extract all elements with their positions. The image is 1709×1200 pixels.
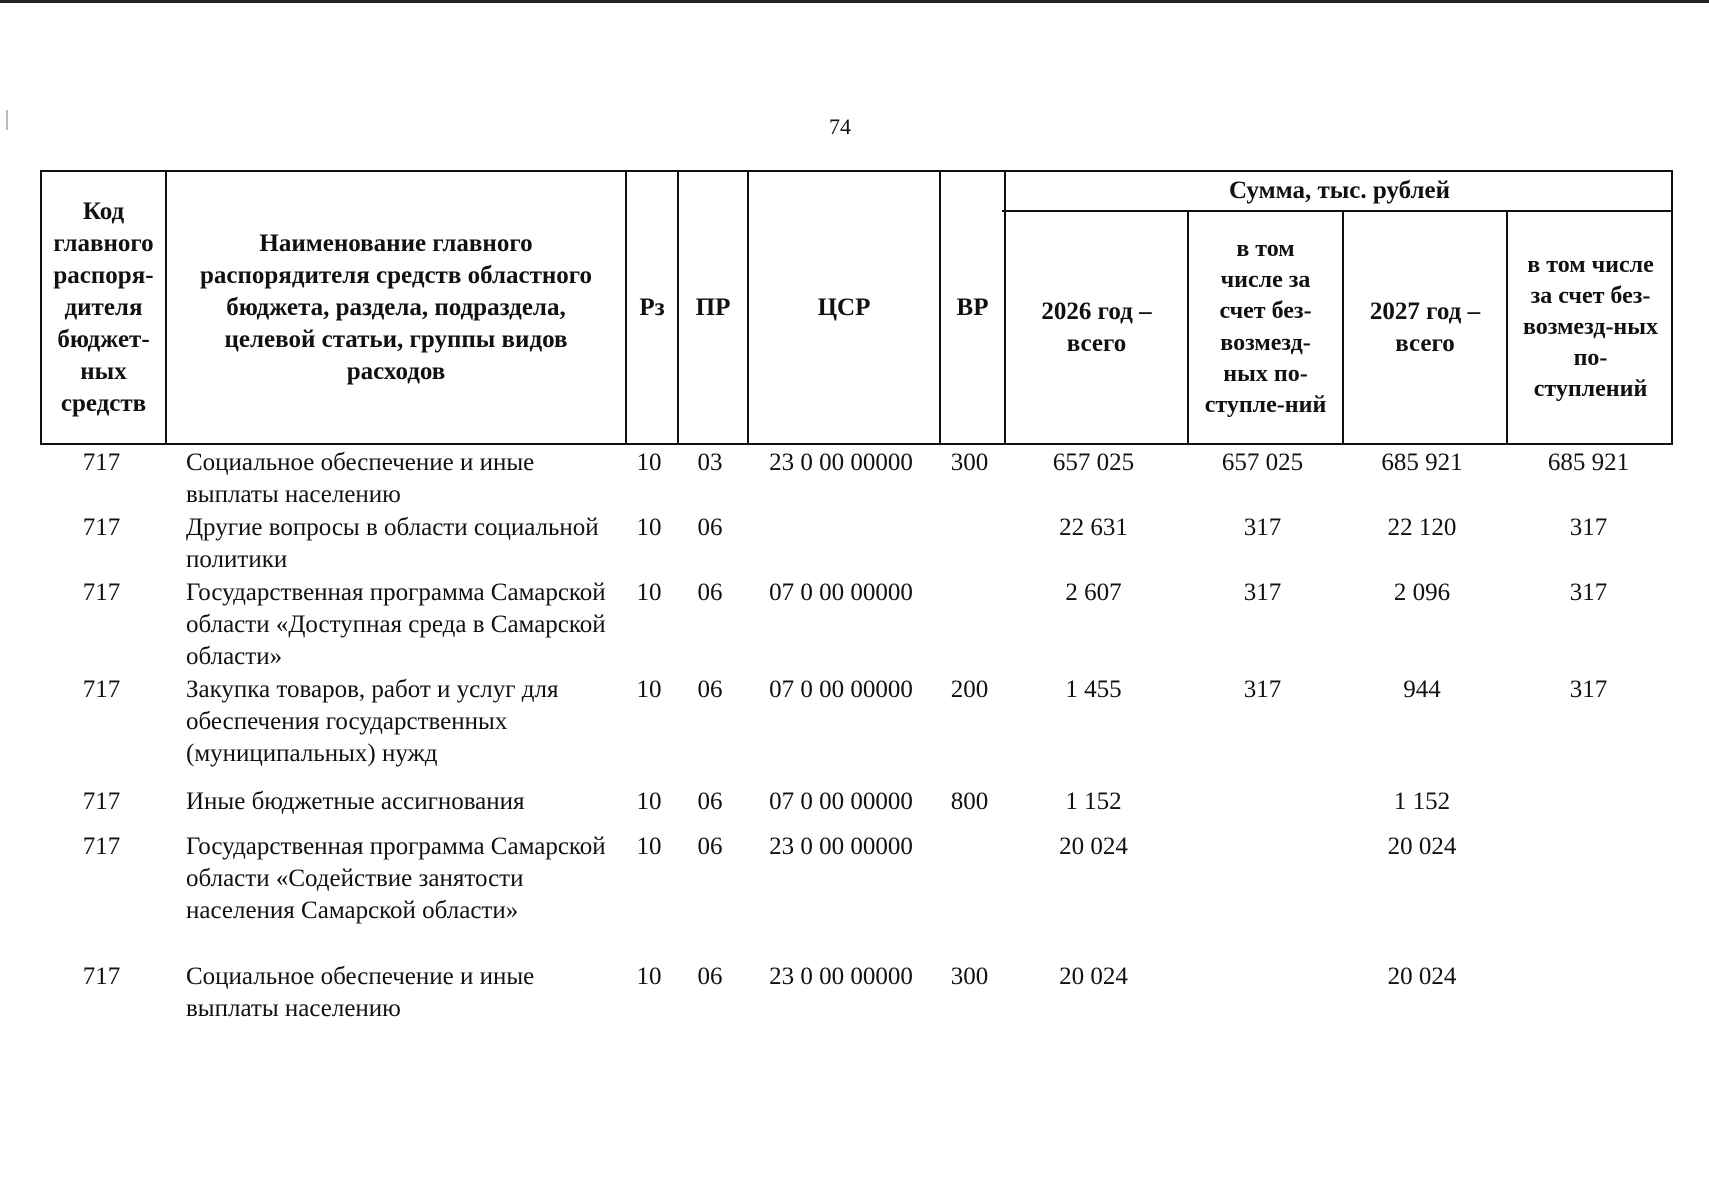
header-sum: Сумма, тыс. рублей (1228, 177, 1451, 204)
cell-rz: 10 (636, 514, 662, 541)
cell-code: 717 (82, 833, 121, 860)
cell-y2026: 657 025 (1052, 449, 1135, 476)
cell-y2026-free: 657 025 (1221, 449, 1304, 476)
page-number: 74 (829, 114, 851, 139)
cell-name: Государственная программа Самарской области «Содействие занятости населения Самарской области» (186, 833, 606, 924)
header-pr: ПР (695, 293, 731, 321)
cell-pr: 06 (697, 788, 723, 815)
cell-code: 717 (82, 449, 121, 476)
cell-vr: 800 (950, 788, 989, 815)
cell-name: Социальное обеспечение и иные выплаты населению (186, 963, 535, 1022)
cell-rz: 10 (636, 788, 662, 815)
cell-code: 717 (82, 788, 121, 815)
cell-name: Социальное обеспечение и иные выплаты населению (186, 449, 535, 508)
cell-y2026: 1 455 (1065, 676, 1122, 703)
cell-rz: 10 (636, 676, 662, 703)
cell-y2026-free: 317 (1243, 514, 1282, 541)
cell-vr: 300 (950, 963, 989, 990)
cell-y2026: 22 631 (1059, 514, 1128, 541)
cell-y2027-free: 317 (1569, 579, 1608, 606)
cell-code: 717 (82, 963, 121, 990)
cell-vr: 300 (950, 449, 989, 476)
cell-y2026-free: 317 (1243, 676, 1282, 703)
cell-y2027-free: 317 (1569, 676, 1608, 703)
cell-y2027-free: 685 921 (1547, 449, 1630, 476)
cell-y2027: 22 120 (1387, 514, 1457, 541)
cell-y2026: 20 024 (1059, 963, 1128, 990)
cell-name: Государственная программа Самарской области «Доступная среда в Самарской области» (186, 579, 606, 670)
header-rz: Рз (639, 293, 665, 321)
cell-csr: 07 0 00 00000 (769, 788, 913, 815)
cell-y2027: 685 921 (1381, 449, 1463, 476)
cell-y2027: 20 024 (1387, 963, 1457, 990)
cell-rz: 10 (636, 963, 662, 990)
cell-y2026: 1 152 (1065, 788, 1122, 815)
header-y2027: 2027 год – всего (1369, 297, 1481, 357)
cell-y2026: 2 607 (1065, 579, 1122, 606)
cell-y2027: 2 096 (1393, 579, 1451, 606)
cell-pr: 06 (697, 833, 723, 860)
cell-pr: 06 (697, 676, 723, 703)
cell-pr: 06 (697, 579, 723, 606)
cell-code: 717 (82, 514, 121, 541)
cell-rz: 10 (636, 449, 662, 476)
cell-code: 717 (82, 579, 121, 606)
cell-csr: 23 0 00 00000 (769, 449, 913, 476)
cell-csr: 07 0 00 00000 (769, 676, 913, 703)
cell-rz: 10 (636, 833, 662, 860)
header-code: Код главного распоря-дителя бюджет-ных средств (53, 197, 154, 417)
cell-rz: 10 (636, 579, 662, 606)
header-vr: ВР (956, 293, 989, 321)
cell-pr: 03 (697, 449, 723, 476)
cell-name: Иные бюджетные ассигнования (186, 788, 525, 815)
cell-csr: 23 0 00 00000 (769, 963, 913, 990)
header-y2026-free: в том числе за счет без-возмезд-ных по-ступле-ний (1204, 235, 1327, 418)
cell-name: Закупка товаров, работ и услуг для обеспечения государственных (муниципальных) нужд (186, 676, 559, 767)
header-y2026: 2026 год – всего (1041, 297, 1152, 357)
cell-name: Другие вопросы в области социальной политики (186, 514, 599, 573)
header-y2027-free: в том числе за счет без-возмезд-ных по-ступлений (1522, 251, 1658, 403)
cell-y2027: 944 (1403, 676, 1441, 703)
header-csr: ЦСР (817, 293, 871, 321)
cell-vr: 200 (950, 676, 989, 703)
header-name: Наименование главного распорядителя средств областного бюджета, раздела, подраздела, целевой статьи, группы видов расходов (199, 229, 593, 385)
cell-pr: 06 (697, 963, 723, 990)
cell-pr: 06 (697, 514, 723, 541)
cell-code: 717 (82, 676, 121, 703)
cell-y2027: 20 024 (1387, 833, 1457, 860)
cell-y2026-free: 317 (1243, 579, 1282, 606)
cell-csr: 07 0 00 00000 (769, 579, 913, 606)
cell-y2027-free: 317 (1569, 514, 1608, 541)
cell-csr: 23 0 00 00000 (769, 833, 913, 860)
cell-y2027: 1 152 (1393, 788, 1451, 815)
cell-y2026: 20 024 (1059, 833, 1128, 860)
